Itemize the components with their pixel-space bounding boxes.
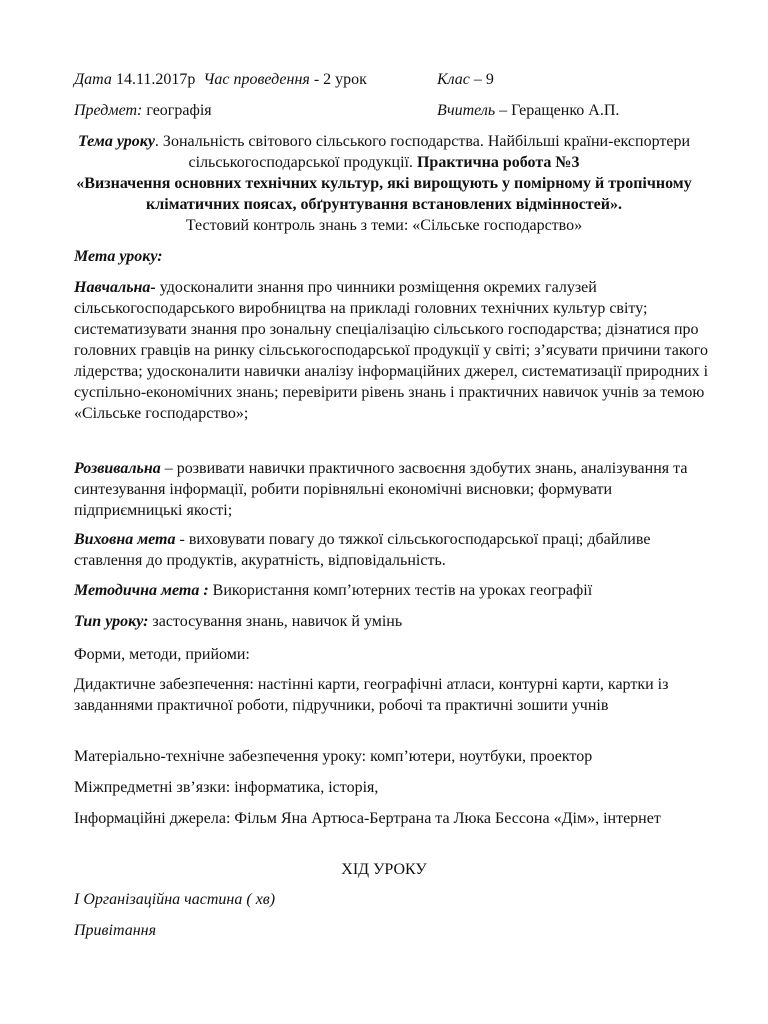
developmental-label: Розвивальна (74, 460, 161, 477)
topic-text: . Зональність світового сільського господарства. Найбільші країни-експортери сільськогосподарської продукції. (154, 133, 691, 171)
test-control-line: Тестовий контроль знань з теми: «Сільське господарство» (185, 217, 583, 234)
educational-label: Навчальна- (74, 279, 156, 296)
educational-goal (74, 277, 714, 424)
educational-text: удосконалити знання про чинники розміщення окремих галузей сільськогосподарського виробництва на прикладі головних технічних культур світу; систематизувати знання про зональну спеціалізацію сільського господарства; дізнатися про головних гравців на ринку сільськогосподарської продукції у світі; з’ясувати причини такого лідерства; удосконалити навички аналізу інформаційних джерел, систематизації природних і суспільно-економічних знань; перевірити рівень знань і практичних навичок учнів за темою «Сільське господарство»; (74, 279, 709, 422)
lesson-type (74, 611, 714, 632)
methodical-text: Використання комп’ютерних тестів на уроках географії (208, 582, 593, 599)
methodical-label: Методична мета : (74, 582, 209, 599)
time-value: - 2 урок (309, 71, 367, 88)
methodical-goal (74, 580, 714, 601)
information-sources: Інформаційні джерела: Фільм Яна Артюса-Бертрана та Люка Бессона «Дім», інтернет (74, 810, 661, 827)
header-teacher (437, 101, 619, 121)
developmental-text: – розвивати навички практичного засвоєння здобутих знань, аналізування та синтезування інформації, робити порівняльні економічні висновки; формувати підприємницькі якості; (74, 460, 688, 519)
practical-work-title: «Визначення основних технічних культур, які вирощують у помірному й тропічному кліматичних поясах, обґрунтування встановлених відмінностей». (76, 175, 692, 213)
lesson-type-text: застосування знань, навичок й умінь (148, 613, 403, 630)
date-label: Дата (74, 71, 112, 88)
subject-value: географія (142, 102, 212, 119)
time-label: Час проведення (203, 71, 310, 88)
practical-work-number: Практична робота №3 (416, 154, 580, 171)
header-subject (74, 101, 212, 121)
teacher-label: Вчитель (437, 102, 496, 119)
class-value: – 9 (469, 71, 494, 88)
upbringing-label: Виховна мета (74, 531, 176, 548)
teacher-value: – Геращенко А.П. (495, 102, 620, 119)
material-support: Матеріально-технічне забезпечення уроку: комп’ютери, ноутбуки, проектор (74, 748, 593, 765)
header-class (437, 70, 494, 90)
forms-methods: Форми, методи, прийоми: (74, 646, 250, 663)
subject-label: Предмет: (74, 102, 143, 119)
goals-heading-line (74, 247, 163, 267)
section-organizational: І Організаційна частина ( хв) (74, 891, 276, 908)
lesson-topic (60, 131, 708, 236)
lesson-type-label: Тип уроку: (74, 613, 149, 630)
interdisciplinary-links: Міжпредметні зв’язки: інформатика, історія, (74, 779, 379, 796)
goals-heading: Мета уроку: (74, 248, 163, 265)
upbringing-goal (74, 529, 714, 571)
date-value: 14.11.2017р (111, 71, 196, 88)
greeting: Привітання (74, 922, 157, 939)
topic-label: Тема уроку (77, 133, 155, 150)
upbringing-text: - виховувати повагу до тяжкої сільськогосподарської праці; дбайливе ставлення до продуктів, акуратність, відповідальність. (74, 531, 651, 569)
developmental-goal (74, 458, 714, 521)
header-date-line (74, 70, 367, 90)
course-heading: ХІД УРОКУ (341, 861, 427, 878)
class-label: Клас (437, 71, 470, 88)
didactic-support: Дидактичне забезпечення: настінні карти, географічні атласи, контурні карти, картки із завданнями практичної роботи, підручники, робочі та практичні зошити учнів (74, 676, 669, 714)
